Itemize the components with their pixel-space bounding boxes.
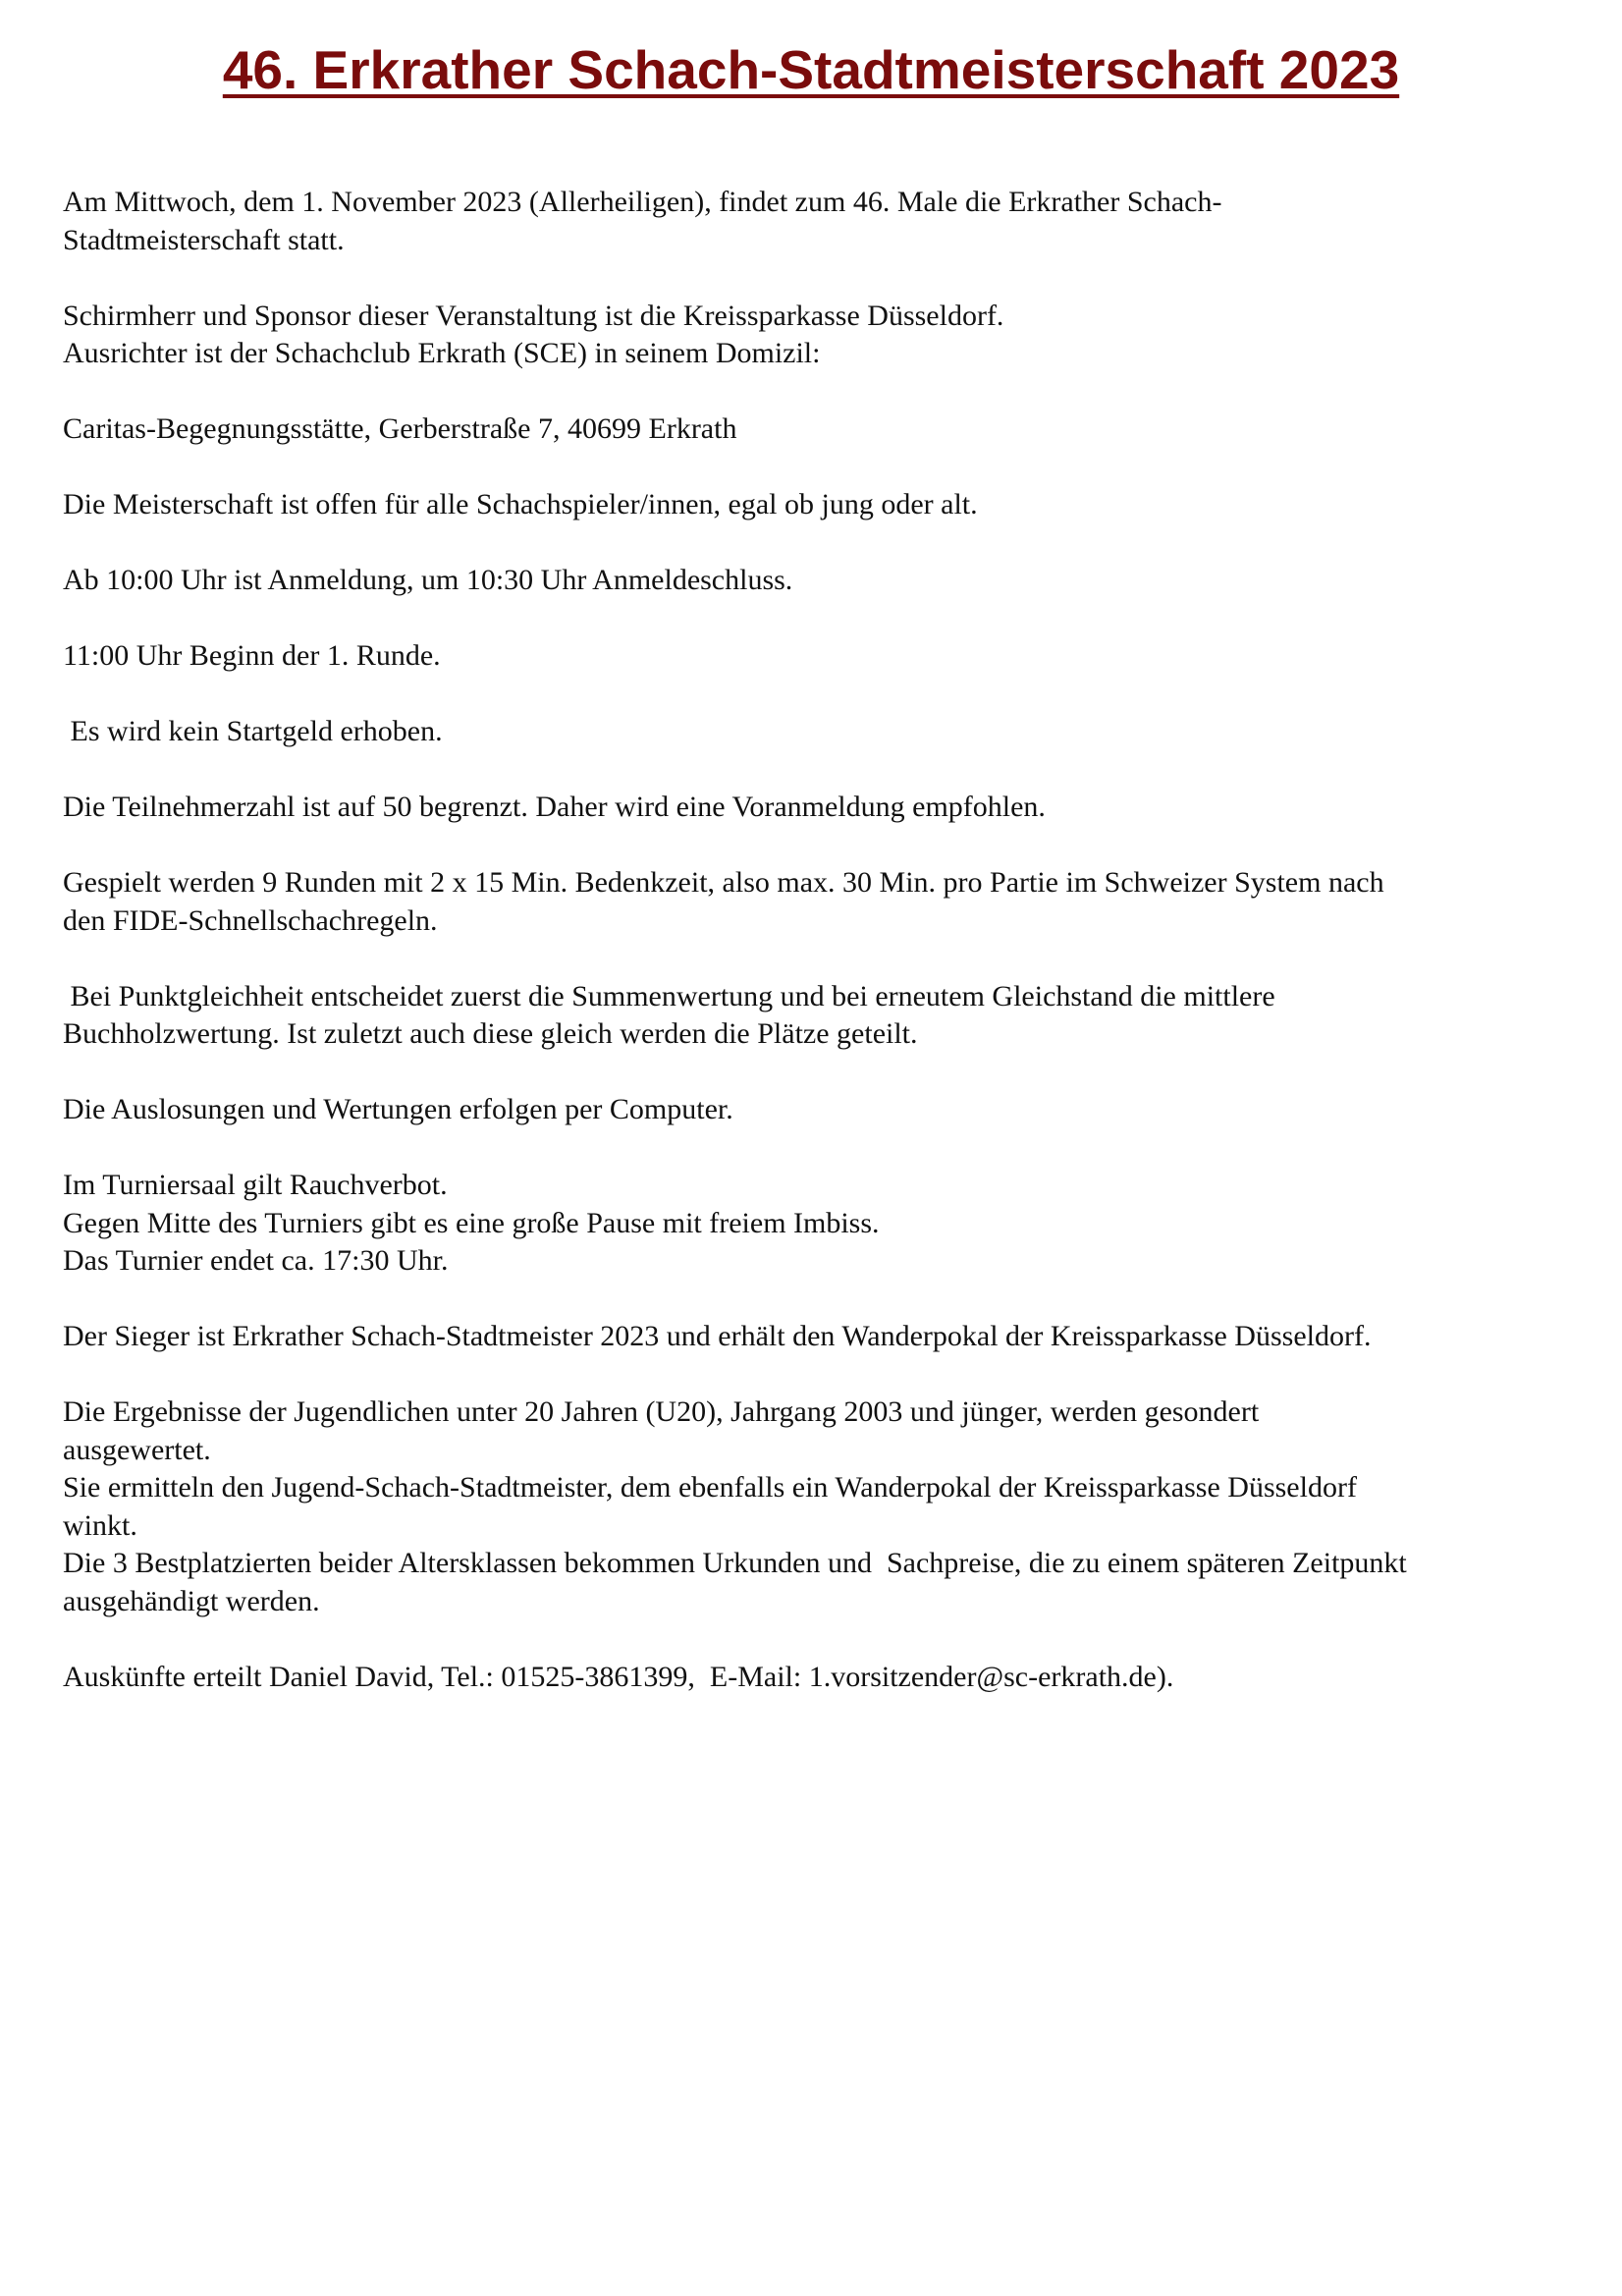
paragraph (63, 1091, 1595, 1129)
text-line: Gegen Mitte des Turniers gibt es eine große Pause mit freiem Imbiss. (63, 1206, 880, 1239)
paragraph (63, 1659, 1595, 1697)
text-line: Buchholzwertung. Ist zuletzt auch diese gleich werden die Plätze geteilt. (63, 1017, 918, 1050)
text-line: Sie ermitteln den Jugend-Schach-Stadtmeister, dem ebenfalls ein Wanderpokal der Kreissparkasse Düsseldorf (63, 1471, 1357, 1503)
paragraph (63, 298, 1595, 373)
text-line: ausgewertet. (63, 1433, 211, 1466)
text-line: Das Turnier endet ca. 17:30 Uhr. (63, 1244, 449, 1277)
text-line: Caritas-Begegnungsstätte, Gerberstraße 7, 40699 Erkrath (63, 412, 737, 445)
text-line: Stadtmeisterschaft statt. (63, 223, 345, 256)
text-line: Ausrichter ist der Schachclub Erkrath (SCE) in seinem Domizil: (63, 337, 821, 369)
paragraph (63, 637, 1595, 676)
text-line: Im Turniersaal gilt Rauchverbot. (63, 1169, 448, 1201)
paragraph (63, 864, 1595, 940)
paragraph (63, 1167, 1595, 1281)
text-line: Der Sieger ist Erkrather Schach-Stadtmeister 2023 und erhält den Wanderpokal der Kreissparkasse Düsseldorf. (63, 1320, 1372, 1352)
text-line: Die Auslosungen und Wertungen erfolgen per Computer. (63, 1093, 733, 1125)
paragraph (63, 410, 1595, 449)
paragraph (63, 486, 1595, 524)
text-line: Die Teilnehmerzahl ist auf 50 begrenzt. Daher wird eine Voranmeldung empfohlen. (63, 791, 1046, 823)
text-line: Gespielt werden 9 Runden mit 2 x 15 Min. Bedenkzeit, also max. 30 Min. pro Partie im Schweizer System nach (63, 866, 1384, 899)
text-line: Die Meisterschaft ist offen für alle Schachspieler/innen, egal ob jung oder alt. (63, 488, 978, 520)
paragraph (63, 1394, 1595, 1620)
text-line: den FIDE-Schnellschachregeln. (63, 903, 438, 937)
text-line: ausgehändigt werden. (63, 1584, 320, 1617)
paragraph (63, 562, 1595, 600)
paragraph (63, 1318, 1595, 1356)
text-line: winkt. (63, 1508, 137, 1542)
paragraph (63, 978, 1595, 1054)
paragraph (63, 184, 1595, 259)
text-line: Die 3 Bestplatzierten beider Altersklassen bekommen Urkunden und Sachpreise, die zu einem späteren Zeitpunkt (63, 1547, 1407, 1579)
text-line: Ab 10:00 Uhr ist Anmeldung, um 10:30 Uhr Anmeldeschluss. (63, 564, 793, 596)
paragraph (63, 789, 1595, 827)
text-line: Bei Punktgleichheit entscheidet zuerst die Summenwertung und bei erneutem Gleichstand die mittlere (63, 979, 1275, 1012)
text-line: Es wird kein Startgeld erhoben. (63, 715, 443, 747)
page-title: 46. Erkrather Schach-Stadtmeisterschaft 2023 (222, 39, 1400, 100)
text-line: Auskünfte erteilt Daniel David, Tel.: 01525-3861399, E-Mail: 1.vorsitzender@sc-erkrath.de). (63, 1660, 1174, 1693)
text-line: 11:00 Uhr Beginn der 1. Runde. (63, 639, 441, 672)
paragraph (63, 713, 1595, 751)
text-line: Die Ergebnisse der Jugendlichen unter 20 Jahren (U20), Jahrgang 2003 und jünger, werden gesondert (63, 1395, 1260, 1428)
text-line: Schirmherr und Sponsor dieser Veranstaltung ist die Kreissparkasse Düsseldorf. (63, 299, 1004, 332)
text-line: Am Mittwoch, dem 1. November 2023 (Allerheiligen), findet zum 46. Male die Erkrather Schach- (63, 186, 1222, 218)
document-body (63, 184, 1595, 1734)
